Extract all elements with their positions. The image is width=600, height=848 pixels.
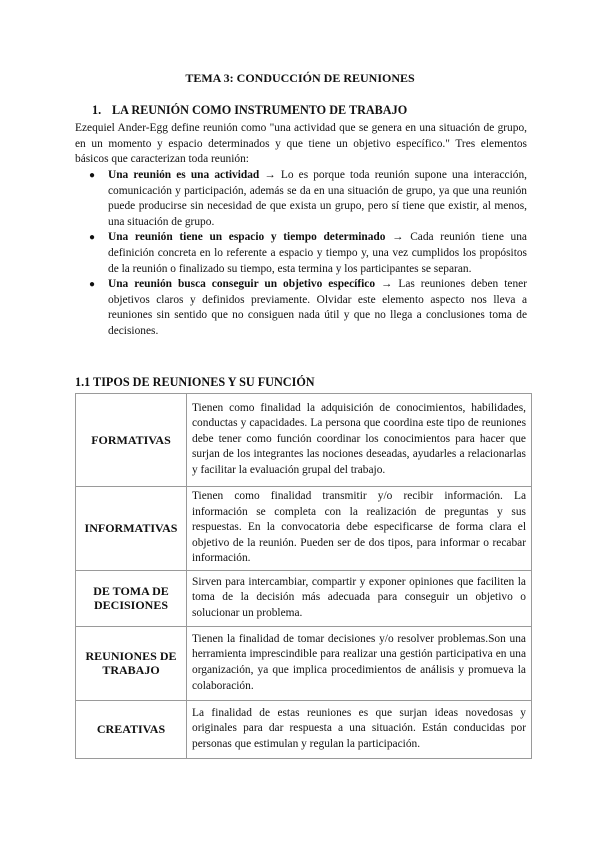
- table-row: [76, 487, 532, 571]
- list-item: [89, 277, 527, 339]
- type-name: INFORMATIVAS: [76, 487, 187, 571]
- bullet-text: → Las reuniones deben tener objetivos claros y definidos previamente. Olvidar este elemento aspecto nos lleva a reuniones sin sentido que no consiguen nada útil y que no llega a conclusiones toma de decisiones.: [108, 278, 527, 337]
- section-heading: [92, 103, 407, 119]
- type-description: Sirven para intercambiar, compartir y exponer opiniones que faciliten la toma de la decisión más adecuada para conseguir un objetivo o solucionar un problema.: [187, 570, 532, 626]
- type-description: Tienen como finalidad transmitir y/o recibir información. La información se completa con la realización de preguntas y sus respuestas. En la convocatoria debe especificarse de forma clara el objetivo de la reunión. Pueden ser de dos tipos, para informar o recabar información.: [187, 487, 532, 571]
- table-row: [76, 626, 532, 700]
- bullet-icon: ●: [89, 232, 96, 244]
- bullet-bold: Una reunión tiene un espacio y tiempo determinado: [108, 231, 386, 244]
- section-number: 1.: [92, 103, 102, 117]
- type-name: DE TOMA DE DECISIONES: [76, 570, 187, 626]
- list-item: [89, 168, 527, 230]
- type-name: FORMATIVAS: [76, 394, 187, 487]
- type-name: REUNIONES DE TRABAJO: [76, 626, 187, 700]
- intro-paragraph: Ezequiel Ander-Egg define reunión como "una actividad que se genera en una situación de grupo, en un momento y espacio determinados y que tiene un objetivo específico." Tres elementos básicos que caracterizan toda reunión:: [75, 122, 527, 166]
- bullet-icon: ●: [89, 170, 96, 181]
- bullet-list: [89, 168, 527, 340]
- section-heading-text: LA REUNIÓN COMO INSTRUMENTO DE TRABAJO: [112, 103, 408, 117]
- bullet-text: → Cada reunión tiene una definición concreta en lo referente a espacio y tiempo y, una vez cumplidos los propósitos de la reunión o finalizado su tiempo, esta termina y los participantes se separan.: [108, 231, 527, 275]
- table-row: [76, 570, 532, 626]
- list-item: [89, 230, 527, 277]
- bullet-text: → Lo es porque toda reunión supone una interacción, comunicación y participación, además se da en una situación de grupo, ya que una reunión puede producirse sin necesidad de que exista un grupo, pero sí tiene que existir, al menos, una situación de grupo.: [108, 169, 527, 228]
- bullet-bold: Una reunión es una actividad: [108, 169, 260, 181]
- bullet-bold: Una reunión busca conseguir un objetivo específico: [108, 278, 376, 291]
- type-description: Tienen como finalidad la adquisición de conocimientos, habilidades, conductas y capacidades. La persona que coordina este tipo de reuniones debe tener como función coordinar los conocimientos para hacer que surjan de los integrantes las nociones deseadas, ayudarles a relacionarlas y facilitar la evaluación grupal del trabajo.: [187, 394, 532, 487]
- subsection-heading: 1.1 TIPOS DE REUNIONES Y SU FUNCIÓN: [75, 375, 315, 389]
- type-description: La finalidad de estas reuniones es que surjan ideas novedosas y originales para dar respuesta a una situación. Están conducidas por personas que estimulan y regulan la participación.: [187, 700, 532, 758]
- table-row: [76, 394, 532, 487]
- table-row: [76, 700, 532, 758]
- type-name: CREATIVAS: [76, 700, 187, 758]
- type-description: Tienen la finalidad de tomar decisiones y/o resolver problemas.Son una herramienta imprescindible para realizar una gestión participativa en una organización, ya que implica procedimientos de análisis y promueva la colaboración.: [187, 626, 532, 700]
- meeting-types-table: [75, 393, 532, 759]
- bullet-icon: ●: [89, 279, 96, 291]
- document-title: TEMA 3: CONDUCCIÓN DE REUNIONES: [185, 71, 415, 85]
